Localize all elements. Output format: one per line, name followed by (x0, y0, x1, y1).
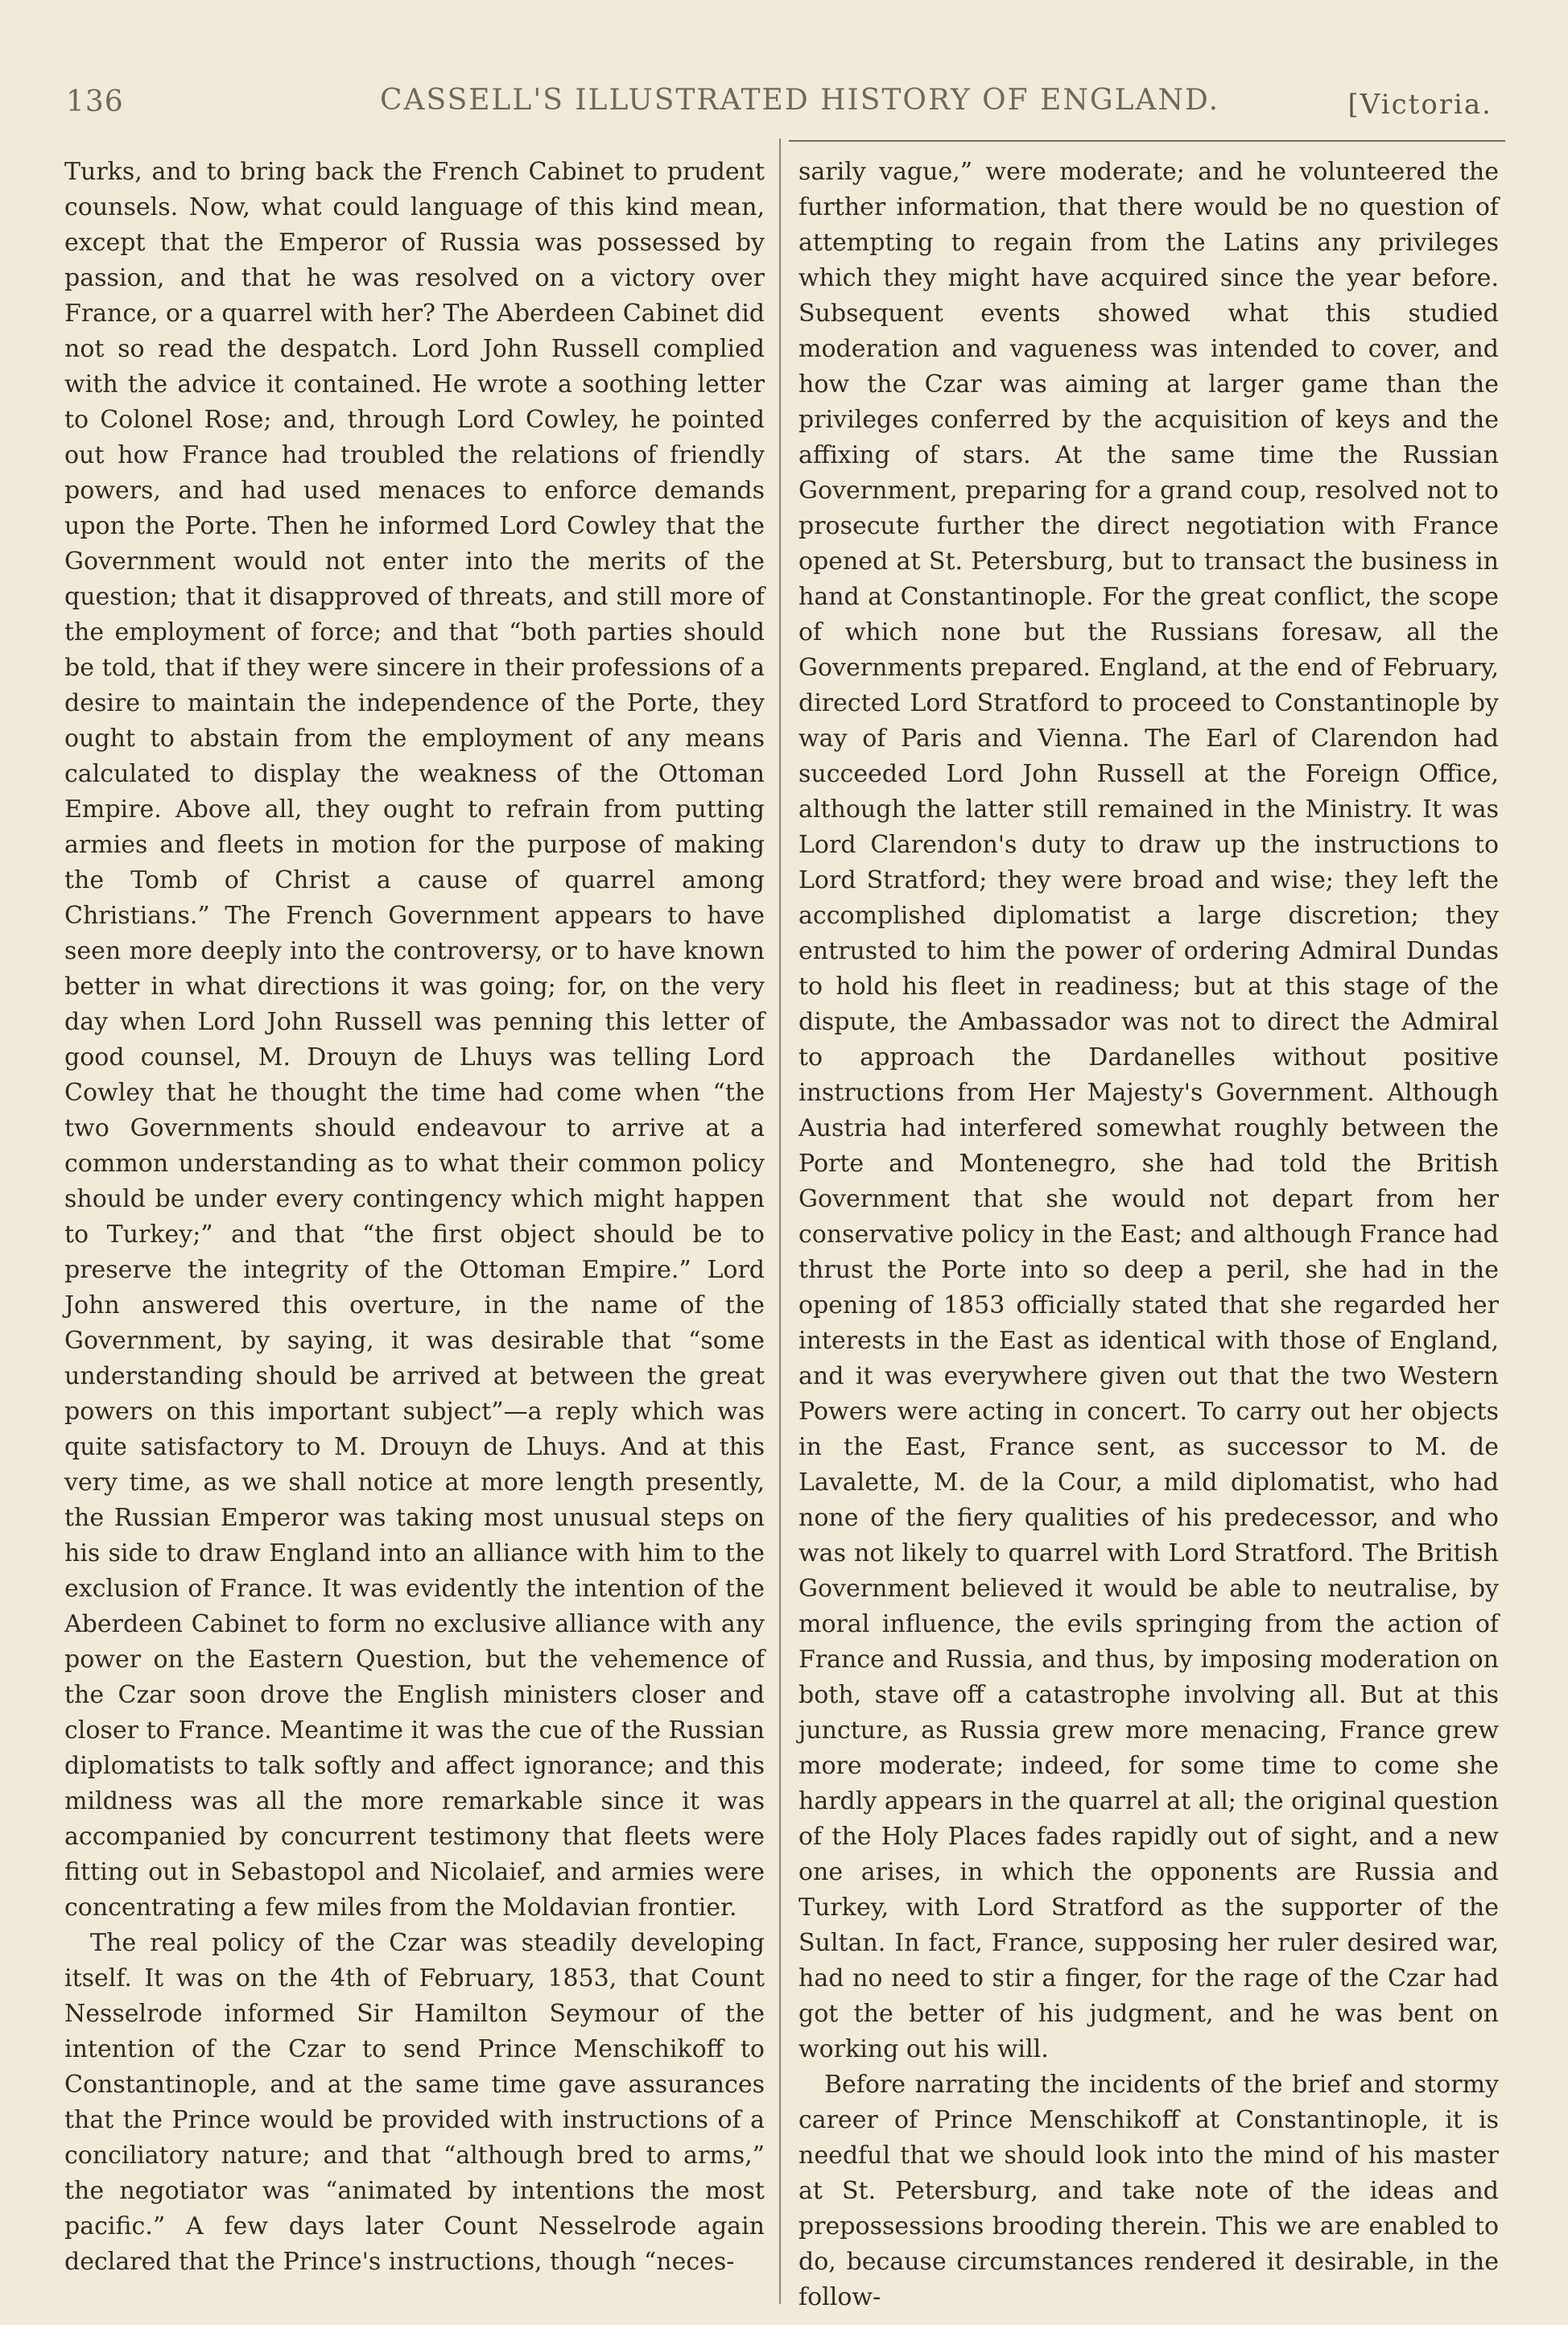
left-paragraph-1: Turks, and to bring back the French Cabinet to prudent counsels. Now, what could language of this kind mean, except that the Emperor of Russia was possessed by passion, and that he was resolved on a victory over France, or a quarrel with her? The Aberdeen Cabinet did not so read the despatch. Lord John Russell complied with the advice it contained. He wrote a soothing letter to Colonel Rose; and, through Lord Cowley, he pointed out how France had troubled the relations of friendly powers, and had used menaces to enforce demands upon the Porte. Then he informed Lord Cowley that the Government would not enter into the merits of the question; that it disapproved of threats, and still more of the employment of force; and that “both parties should be told, that if they were sincere in their professions of a desire to maintain the independence of the Porte, they ought to abstain from the employment of any means calculated to display the weakness of the Ottoman Empire. Above all, they ought to refrain from putting armies and fleets in motion for the purpose of making the Tomb of Christ a cause of quarrel among Christians.” The French Government appears to have seen more deeply into the controversy, or to have known better in what directions it was going; for, on the very day when Lord John Russell was penning this letter of good counsel, M. Drouyn de Lhuys was telling Lord Cowley that he thought the time had come when “the two Governments should endeavour to arrive at a common understanding as to what their common policy should be under every contingency which might happen to Turkey;” and that “the first object should be to preserve the integrity of the Ottoman Empire.” Lord John answered this overture, in the name of the Government, by saying, it was desirable that “some understanding should be arrived at between the great powers on this important subject”—a reply which was quite satisfactory to M. Drouyn de Lhuys. And at this very time, as we shall notice at more length presently, the Russian Emperor was taking most unusual steps on his side to draw England into an alliance with him to the exclusion of France. It was evidently the intention of the Aberdeen Cabinet to form no exclusive alliance with any power on the Eastern Question, but the vehemence of the Czar soon drove the English ministers closer and closer to France. Meantime it was the cue of the Russian diplomatists to talk softly and affect ignorance; and this mildness was all the more remarkable since it was accompanied by concurrent testimony that fleets were fitting out in Sebastopol and Nicolaief, and armies were concentrating a few miles from the Moldavian frontier. (64, 158, 765, 1922)
running-title: CASSELL'S ILLUSTRATED HISTORY OF ENGLAND. (380, 84, 1220, 117)
right-column (798, 155, 1499, 2315)
left-column (64, 155, 765, 2280)
column-divider (779, 138, 781, 2304)
page-number: 136 (66, 85, 124, 118)
right-paragraph-2: Before narrating the incidents of the brief and stormy career of Prince Menschikoff at Constantinople, it is needful that we should look into the mind of his master at St. Petersburg, and take note of the ideas and prepossessions brooding therein. This we are enabled to do, because circumstances rendered it desirable, in the follow- (798, 2071, 1499, 2311)
left-paragraph-2: The real policy of the Czar was steadily developing itself. It was on the 4th of February, 1853, that Count Nesselrode informed Sir Hamilton Seymour of the intention of the Czar to send Prince Menschikoff to Constantinople, and at the same time gave assurances that the Prince would be provided with instructions of a conciliatory nature; and that “although bred to arms,” the negotiator was “animated by intentions the most pacific.” A few days later Count Nesselrode again declared that the Prince's instructions, though “neces- (64, 1929, 765, 2276)
right-paragraph-1: sarily vague,” were moderate; and he volunteered the further information, that there would be no question of attempting to regain from the Latins any privileges which they might have acquired since the year before. Subsequent events showed what this studied moderation and vagueness was intended to cover, and how the Czar was aiming at larger game than the privileges conferred by the acquisition of keys and the affixing of stars. At the same time the Russian Government, preparing for a grand coup, resolved not to prosecute further the direct negotiation with France opened at St. Petersburg, but to transact the business in hand at Constantinople. For the great conflict, the scope of which none but the Russians foresaw, all the Governments prepared. England, at the end of February, directed Lord Stratford to proceed to Constantinople by way of Paris and Vienna. The Earl of Clarendon had succeeded Lord John Russell at the Foreign Office, although the latter still remained in the Ministry. It was Lord Clarendon's duty to draw up the instructions to Lord Stratford; they were broad and wise; they left the accomplished diplomatist a large discretion; they entrusted to him the power of ordering Admiral Dundas to hold his fleet in readiness; but at this stage of the dispute, the Ambassador was not to direct the Admiral to approach the Dardanelles without positive instructions from Her Majesty's Government. Although Austria had interfered somewhat roughly between the Porte and Montenegro, she had told the British Government that she would not depart from her conservative policy in the East; and although France had thrust the Porte into so deep a peril, she had in the opening of 1853 officially stated that she regarded her interests in the East as identical with those of England, and it was everywhere given out that the two Western Powers were acting in concert. To carry out her objects in the East, France sent, as successor to M. de Lavalette, M. de la Cour, a mild diplomatist, who had none of the fiery qualities of his predecessor, and who was not likely to quarrel with Lord Stratford. The British Government believed it would be able to neutralise, by moral influence, the evils springing from the action of France and Russia, and thus, by imposing moderation on both, stave off a catastrophe involving all. But at this juncture, as Russia grew more menacing, France grew more moderate; indeed, for some time to come she hardly appears in the quarrel at all; the original question of the Holy Places fades rapidly out of sight, and a new one arises, in which the opponents are Russia and Turkey, with Lord Stratford as the supporter of the Sultan. In fact, France, supposing her ruler desired war, had no need to stir a finger, for the rage of the Czar had got the better of his judgment, and he was bent on working out his will. (798, 158, 1499, 2063)
header-rule (789, 140, 1505, 142)
page-header (66, 81, 1507, 129)
reign-label: [Victoria. (1347, 89, 1492, 121)
